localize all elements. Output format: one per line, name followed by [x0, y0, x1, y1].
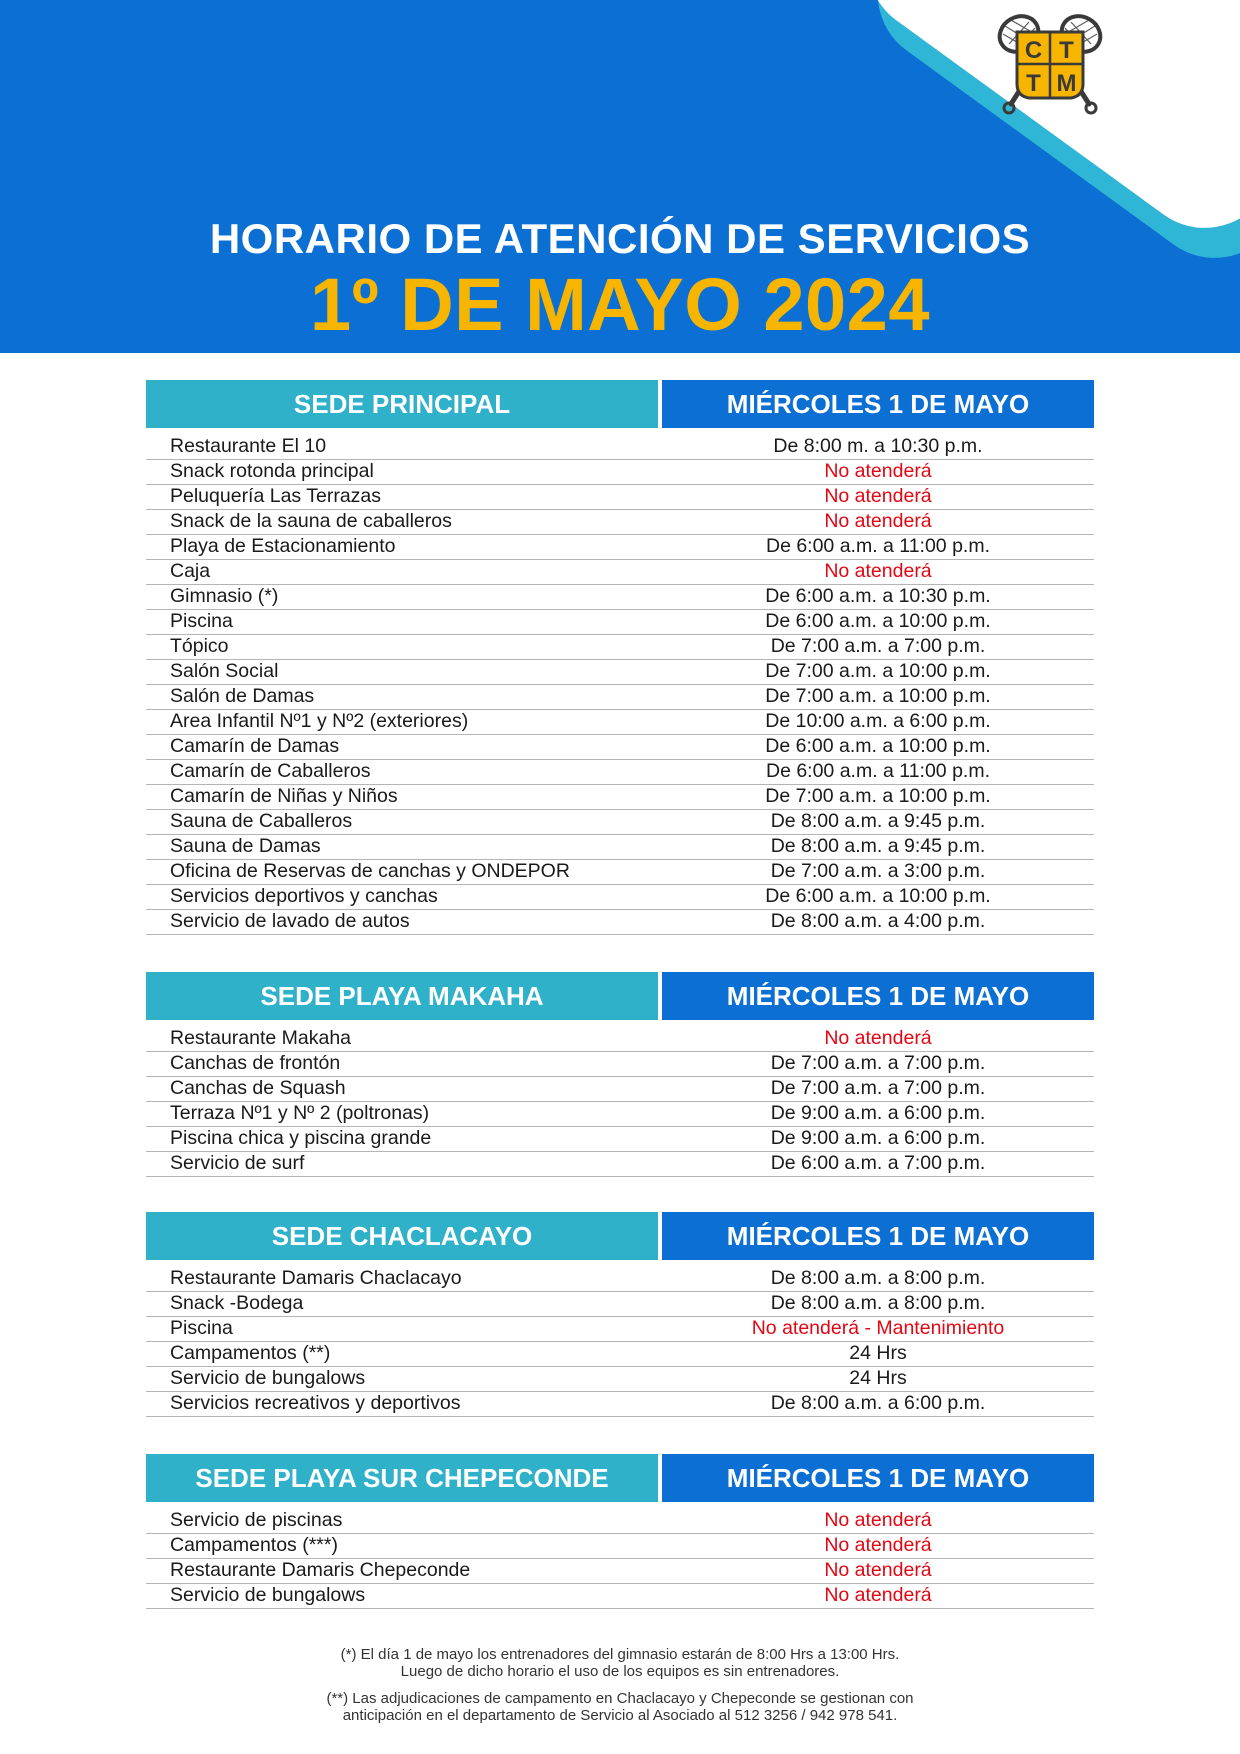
service-name: Servicio de bungalows	[170, 1367, 366, 1389]
service-row	[146, 910, 1094, 935]
service-row	[146, 1367, 1094, 1392]
service-row	[146, 1342, 1094, 1367]
service-hours: De 6:00 a.m. a 7:00 p.m.	[770, 1152, 986, 1174]
service-name: Area Infantil Nº1 y Nº2 (exteriores)	[170, 710, 469, 732]
service-hours: De 8:00 a.m. a 6:00 p.m.	[770, 1392, 986, 1414]
footnote-1-line2: Luego de dicho horario el uso de los equipos es sin entrenadores.	[400, 1663, 840, 1680]
service-row	[146, 535, 1094, 560]
service-row	[146, 1052, 1094, 1077]
footnote-2-line2: anticipación en el departamento de Servicio al Asociado al 512 3256 / 942 978 541.	[342, 1707, 898, 1724]
service-hours: De 6:00 a.m. a 11:00 p.m.	[765, 760, 990, 782]
service-hours: De 8:00 a.m. a 9:45 p.m.	[770, 810, 986, 832]
service-name: Sauna de Damas	[170, 835, 321, 857]
service-name: Servicio de bungalows	[170, 1584, 366, 1606]
service-hours: De 6:00 a.m. a 10:30 p.m.	[765, 585, 991, 607]
service-hours: De 6:00 a.m. a 11:00 p.m.	[765, 535, 990, 557]
svg-text:T: T	[1059, 37, 1074, 64]
service-row	[146, 1127, 1094, 1152]
service-name: Piscina chica y piscina grande	[170, 1127, 432, 1149]
section-day: MIÉRCOLES 1 DE MAYO	[662, 972, 1094, 1020]
footnote-2-line1: (**) Las adjudicaciones de campamento en Chaclacayo y Chepeconde se gestionan con	[326, 1690, 914, 1707]
service-hours: De 7:00 a.m. a 10:00 p.m.	[765, 660, 991, 682]
service-rows	[146, 435, 1094, 935]
service-row	[146, 685, 1094, 710]
service-row	[146, 735, 1094, 760]
service-row	[146, 1509, 1094, 1534]
service-name: Servicio de lavado de autos	[170, 910, 410, 932]
service-hours: De 6:00 a.m. a 10:00 p.m.	[765, 735, 991, 757]
service-name: Camarín de Niñas y Niños	[170, 785, 398, 807]
page-title: HORARIO DE ATENCIÓN DE SERVICIOS	[209, 215, 1031, 262]
service-row	[146, 885, 1094, 910]
service-hours: De 7:00 a.m. a 10:00 p.m.	[765, 685, 991, 707]
service-row	[146, 1077, 1094, 1102]
service-closed-status: No atenderá	[824, 510, 932, 532]
service-row	[146, 660, 1094, 685]
service-closed-status: No atenderá	[824, 1559, 932, 1581]
service-name: Snack de la sauna de caballeros	[170, 510, 452, 532]
service-name: Caja	[170, 560, 211, 582]
service-hours: De 8:00 a.m. a 4:00 p.m.	[770, 910, 986, 932]
service-name: Servicio de surf	[170, 1152, 305, 1174]
service-row	[146, 1534, 1094, 1559]
service-name: Camarín de Damas	[170, 735, 340, 757]
service-name: Tópico	[170, 635, 229, 657]
service-hours: De 8:00 m. a 10:30 p.m.	[773, 435, 983, 457]
svg-text:C: C	[1024, 37, 1043, 64]
service-hours: De 7:00 a.m. a 7:00 p.m.	[770, 1052, 986, 1074]
footnote-1-line1: (*) El día 1 de mayo los entrenadores del gimnasio estarán de 8:00 Hrs a 13:00 Hrs.	[340, 1646, 900, 1663]
service-name: Oficina de Reservas de canchas y ONDEPOR	[170, 860, 570, 882]
service-row	[146, 1292, 1094, 1317]
section-header	[146, 380, 1094, 428]
footnote-1	[0, 1646, 1240, 1680]
service-name: Peluquería Las Terrazas	[170, 485, 382, 507]
service-row	[146, 1267, 1094, 1292]
service-hours: De 10:00 a.m. a 6:00 p.m.	[765, 710, 991, 732]
service-name: Campamentos (***)	[170, 1534, 338, 1556]
service-closed-status: No atenderá - Mantenimiento	[751, 1317, 1005, 1339]
section-day: MIÉRCOLES 1 DE MAYO	[662, 1454, 1094, 1502]
service-name: Canchas de Squash	[170, 1077, 346, 1099]
cttm-logo	[995, 12, 1105, 118]
service-row	[146, 1392, 1094, 1417]
service-rows	[146, 1027, 1094, 1177]
service-closed-status: No atenderá	[824, 560, 932, 582]
service-name: Piscina	[170, 610, 233, 632]
service-name: Playa de Estacionamiento	[170, 535, 396, 557]
service-hours: De 7:00 a.m. a 7:00 p.m.	[770, 635, 986, 657]
service-row	[146, 1559, 1094, 1584]
service-row	[146, 1152, 1094, 1177]
service-closed-status: No atenderá	[824, 1534, 932, 1556]
section-4	[146, 1454, 1094, 1609]
service-name: Restaurante Makaha	[170, 1027, 352, 1049]
service-row	[146, 1102, 1094, 1127]
service-name: Snack rotonda principal	[170, 460, 374, 482]
service-row	[146, 810, 1094, 835]
service-row	[146, 1584, 1094, 1609]
section-day: MIÉRCOLES 1 DE MAYO	[662, 1212, 1094, 1260]
service-name: Servicios recreativos y deportivos	[170, 1392, 461, 1414]
service-name: Terraza Nº1 y Nº 2 (poltronas)	[170, 1102, 430, 1124]
svg-text:T: T	[1026, 70, 1041, 97]
service-name: Restaurante Damaris Chepeconde	[170, 1559, 471, 1581]
section-name: SEDE PLAYA SUR CHEPECONDE	[146, 1454, 658, 1502]
service-hours: De 7:00 a.m. a 7:00 p.m.	[770, 1077, 986, 1099]
footnote-2	[0, 1690, 1240, 1724]
section-header	[146, 1454, 1094, 1502]
service-name: Salón Social	[170, 660, 279, 682]
service-hours: De 8:00 a.m. a 8:00 p.m.	[770, 1267, 986, 1289]
service-row	[146, 785, 1094, 810]
service-name: Piscina	[170, 1317, 233, 1339]
svg-text:M: M	[1056, 70, 1077, 97]
section-1	[146, 380, 1094, 935]
service-row	[146, 1027, 1094, 1052]
service-hours: De 6:00 a.m. a 10:00 p.m.	[765, 610, 991, 632]
service-row	[146, 435, 1094, 460]
service-name: Canchas de frontón	[170, 1052, 341, 1074]
service-name: Salón de Damas	[170, 685, 315, 707]
header-banner	[0, 0, 1240, 353]
service-name: Camarín de Caballeros	[170, 760, 371, 782]
section-3	[146, 1212, 1094, 1417]
service-hours: De 7:00 a.m. a 3:00 p.m.	[770, 860, 986, 882]
service-row	[146, 460, 1094, 485]
service-row	[146, 610, 1094, 635]
section-header	[146, 1212, 1094, 1260]
service-rows	[146, 1267, 1094, 1417]
service-hours: De 8:00 a.m. a 8:00 p.m.	[770, 1292, 986, 1314]
section-name: SEDE PLAYA MAKAHA	[146, 972, 658, 1020]
service-name: Restaurante Damaris Chaclacayo	[170, 1267, 462, 1289]
service-name: Servicios deportivos y canchas	[170, 885, 438, 907]
service-hours: 24 Hrs	[849, 1342, 907, 1364]
section-name: SEDE CHACLACAYO	[146, 1212, 658, 1260]
service-hours: De 9:00 a.m. a 6:00 p.m.	[770, 1102, 986, 1124]
service-row	[146, 635, 1094, 660]
service-hours: De 8:00 a.m. a 9:45 p.m.	[770, 835, 986, 857]
service-name: Gimnasio (*)	[170, 585, 279, 607]
section-2	[146, 972, 1094, 1177]
service-row	[146, 860, 1094, 885]
service-closed-status: No atenderá	[824, 1509, 932, 1531]
service-row	[146, 560, 1094, 585]
service-row	[146, 485, 1094, 510]
service-name: Restaurante El 10	[170, 435, 327, 457]
service-rows	[146, 1509, 1094, 1609]
service-closed-status: No atenderá	[824, 485, 932, 507]
service-closed-status: No atenderá	[824, 460, 932, 482]
page-subtitle-date: 1º DE MAYO 2024	[310, 263, 930, 346]
service-row	[146, 760, 1094, 785]
service-hours: De 7:00 a.m. a 10:00 p.m.	[765, 785, 991, 807]
service-hours: De 6:00 a.m. a 10:00 p.m.	[765, 885, 991, 907]
service-row	[146, 710, 1094, 735]
service-name: Campamentos (**)	[170, 1342, 331, 1364]
section-day: MIÉRCOLES 1 DE MAYO	[662, 380, 1094, 428]
service-name: Snack -Bodega	[170, 1292, 304, 1314]
service-row	[146, 510, 1094, 535]
section-name: SEDE PRINCIPAL	[146, 380, 658, 428]
service-name: Sauna de Caballeros	[170, 810, 353, 832]
section-header	[146, 972, 1094, 1020]
service-name: Servicio de piscinas	[170, 1509, 343, 1531]
service-hours: De 9:00 a.m. a 6:00 p.m.	[770, 1127, 986, 1149]
service-row	[146, 585, 1094, 610]
service-closed-status: No atenderá	[824, 1027, 932, 1049]
service-hours: 24 Hrs	[849, 1367, 907, 1389]
service-row	[146, 835, 1094, 860]
service-row	[146, 1317, 1094, 1342]
service-closed-status: No atenderá	[824, 1584, 932, 1606]
